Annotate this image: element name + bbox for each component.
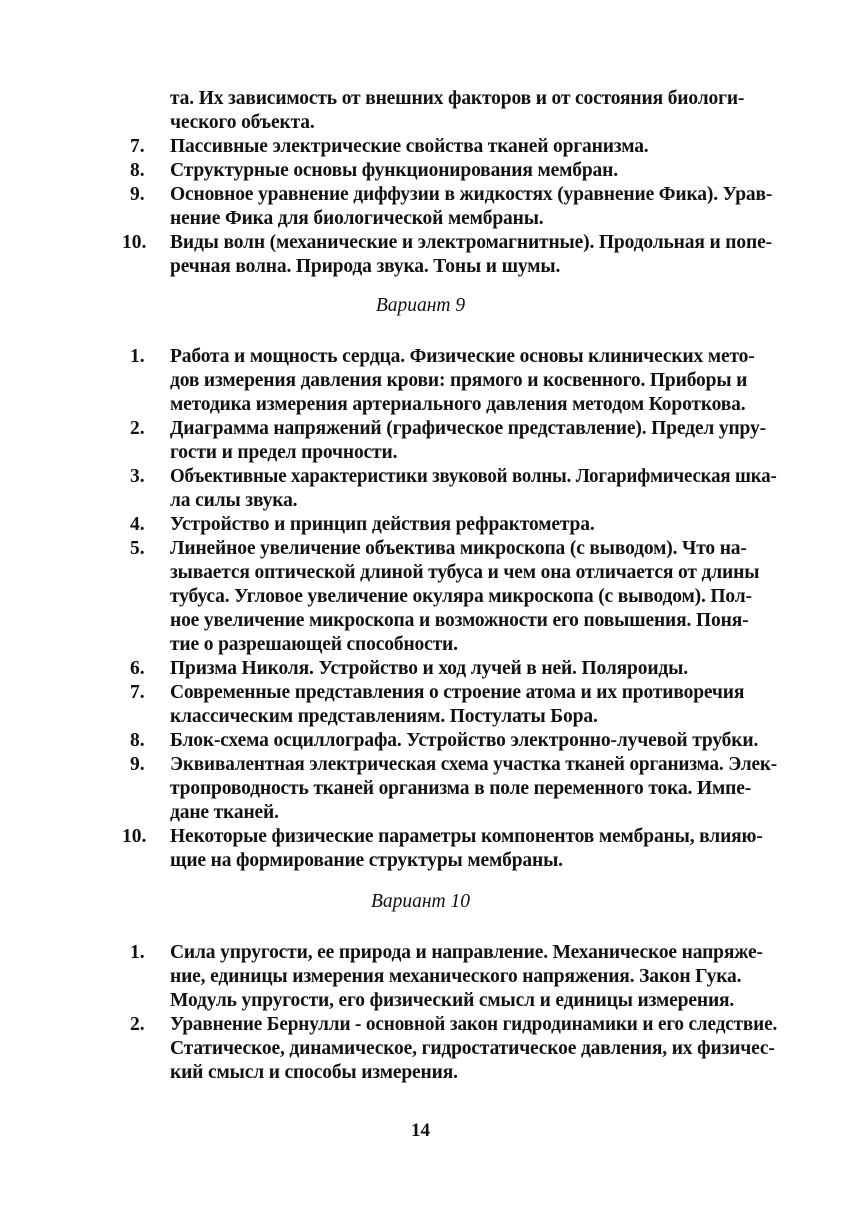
item-text: кий смысл и способы измерения.: [170, 1062, 458, 1083]
item-text: нение Фика для биологической мембраны.: [170, 208, 544, 229]
item-text: Уравнение Бернулли - основной закон гидродинамики и его следствие.: [170, 1014, 778, 1035]
item-text: Диаграмма напряжений (графическое представление). Предел упру-: [170, 418, 766, 439]
item-number: 1.: [130, 346, 145, 367]
item-text: ное увеличение микроскопа и возможности его повышения. Поня-: [170, 610, 749, 631]
item-number: 10.: [122, 826, 147, 847]
item-number: 5.: [130, 538, 145, 559]
item-text: Виды волн (механические и электромагнитные). Продольная и попе-: [170, 232, 772, 253]
item-text: методика измерения артериального давления методом Короткова.: [170, 394, 746, 415]
item-text: тие о разрешающей способности.: [170, 634, 458, 655]
item-text: щие на формирование структуры мембраны.: [170, 850, 563, 871]
item-text: Линейное увеличение объектива микроскопа (с выводом). Что на-: [170, 538, 747, 559]
item-text: Эквивалентная электрическая схема участка тканей организма. Элек-: [170, 754, 778, 775]
item-number: 6.: [130, 658, 145, 679]
item-text: классическим представлениям. Постулаты Бора.: [170, 706, 598, 727]
item-number: 2.: [130, 1014, 145, 1035]
item-text: Призма Николя. Устройство и ход лучей в ней. Поляроиды.: [170, 658, 688, 679]
variant-10-heading: Вариант 10: [370, 891, 471, 912]
item-text: Модуль упругости, его физический смысл и единицы измерения.: [170, 990, 735, 1011]
item-text: Устройство и принцип действия рефрактометра.: [170, 514, 595, 535]
item-text: ние, единицы измерения механического напряжения. Закон Гука.: [170, 966, 742, 987]
item-text: Некоторые физические параметры компонентов мембраны, влияю-: [170, 826, 763, 847]
item-text: дов измерения давления крови: прямого и косвенного. Приборы и: [170, 370, 748, 391]
item-text: Блок-схема осциллографа. Устройство электронно-лучевой трубки.: [170, 730, 759, 751]
item-text: речная волна. Природа звука. Тоны и шумы.: [170, 256, 561, 277]
item-number: 7.: [130, 682, 145, 703]
variant-9-heading: Вариант 9: [375, 295, 466, 316]
item-number: 7.: [130, 136, 145, 157]
item-number: 8.: [130, 160, 145, 181]
page-number: 14: [411, 1120, 430, 1141]
item-text: Статическое, динамическое, гидростатическое давления, их физичес-: [170, 1038, 775, 1059]
item-text: Основное уравнение диффузии в жидкостях (уравнение Фика). Урав-: [170, 184, 773, 205]
item-number: 2.: [130, 418, 145, 439]
item-text: Современные представления о строение атома и их противоречия: [170, 682, 745, 703]
item-text: Работа и мощность сердца. Физические основы клинических мето-: [170, 346, 755, 367]
item-text: тропроводность тканей организма в поле переменного тока. Импе-: [170, 778, 752, 799]
item-number: 8.: [130, 730, 145, 751]
item-number: 1.: [130, 942, 145, 963]
item-text: ла силы звука.: [170, 490, 298, 511]
item-text: дане тканей.: [170, 802, 279, 823]
item-text: Объективные характеристики звуковой волны. Логарифмическая шка-: [170, 466, 777, 487]
item-text: тубуса. Угловое увеличение окуляра микроскопа (с выводом). Пол-: [170, 586, 752, 607]
item-number: 9.: [130, 184, 145, 205]
item-text: зывается оптической длиной тубуса и чем она отличается от длины: [170, 562, 760, 583]
continuation-line: та. Их зависимость от внешних факторов и от состояния биологи-: [170, 88, 745, 109]
item-text: Структурные основы функционирования мембран.: [170, 160, 618, 181]
item-text: гости и предел прочности.: [170, 442, 398, 463]
item-number: 9.: [130, 754, 145, 775]
continuation-line: ческого объекта.: [170, 112, 315, 133]
item-number: 3.: [130, 466, 145, 487]
item-number: 4.: [130, 514, 145, 535]
item-text: Сила упругости, ее природа и направление. Механическое напряже-: [170, 942, 763, 963]
item-text: Пассивные электрические свойства тканей организма.: [170, 136, 649, 157]
item-number: 10.: [122, 232, 147, 253]
